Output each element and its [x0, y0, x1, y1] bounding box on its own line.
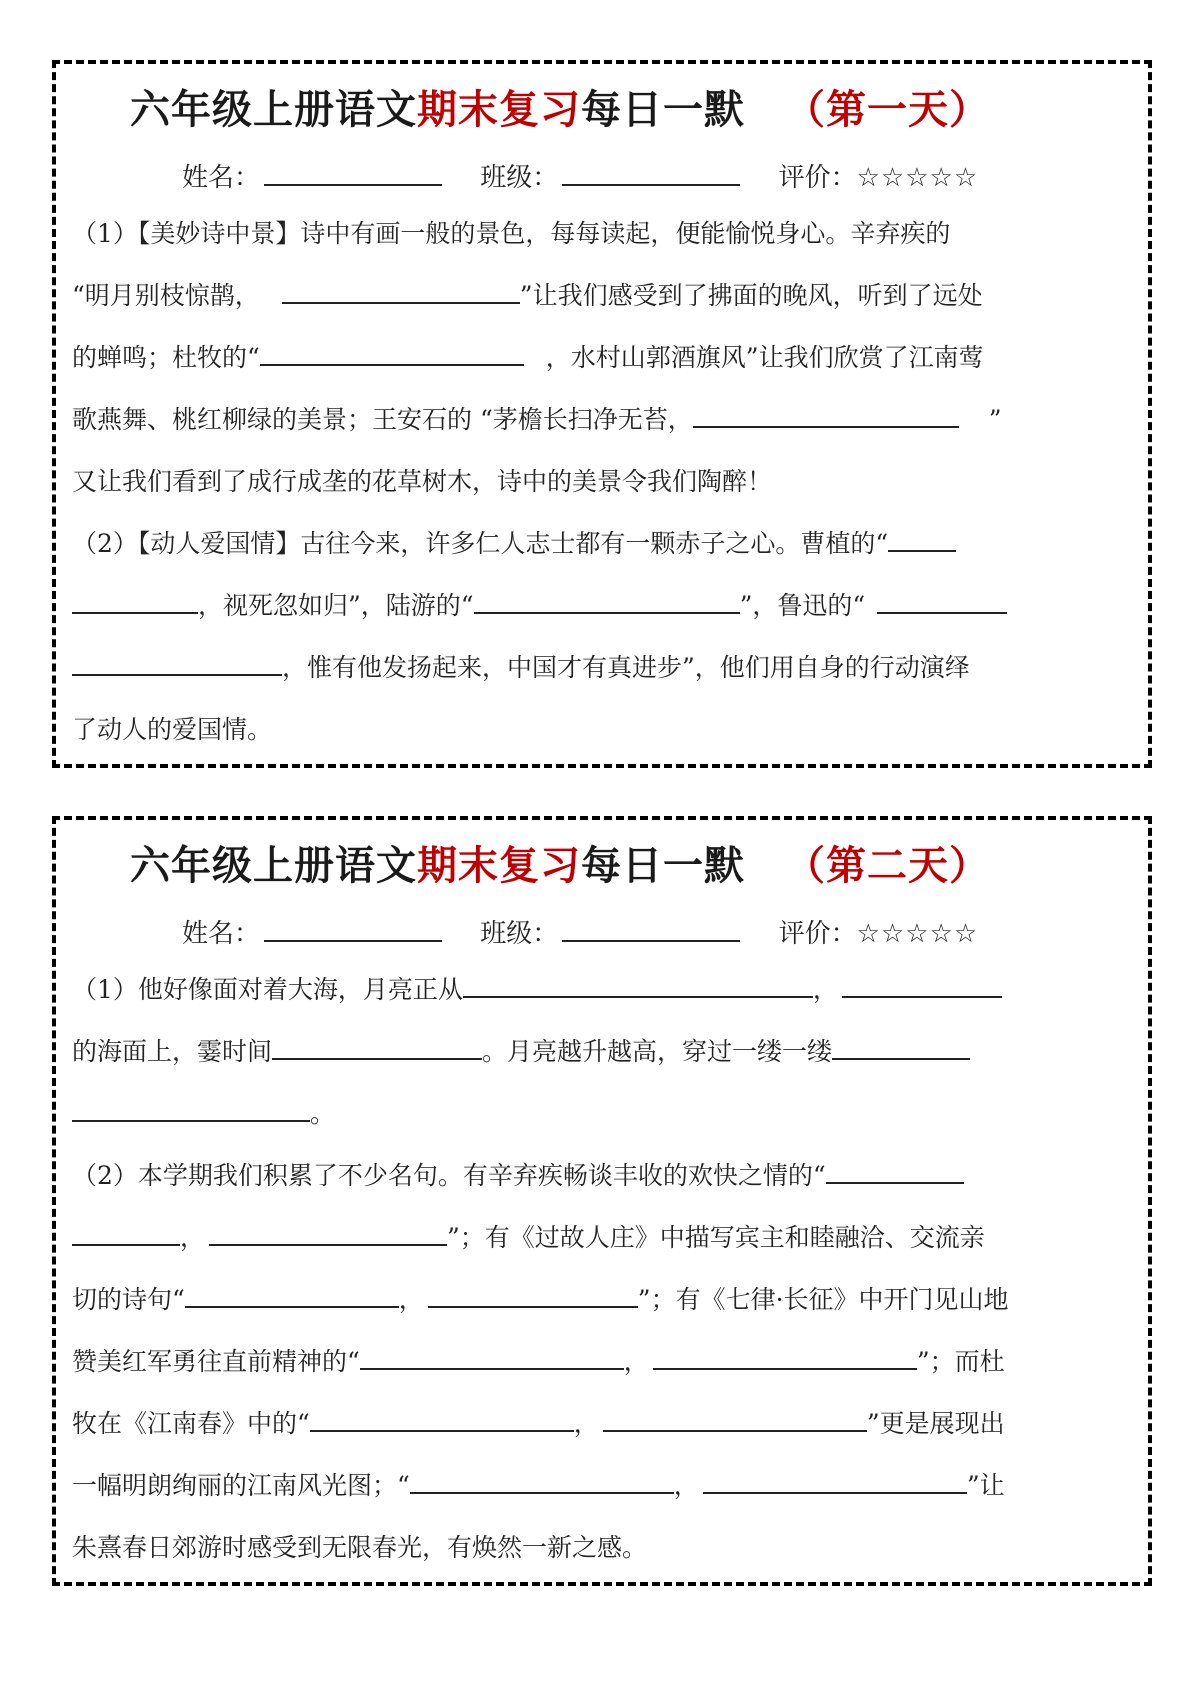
rating-stars-icon[interactable]: ☆☆☆☆☆ [856, 163, 979, 193]
day-label: （第一天） [785, 87, 990, 133]
fill-blank[interactable] [888, 530, 956, 552]
fill-blank[interactable] [463, 976, 813, 998]
name-label: 姓名： [182, 919, 261, 949]
question-1 [72, 959, 1118, 1145]
text-line: 切的诗句“ ， ”；有《七律·长征》中开门见山地 [72, 1285, 1009, 1314]
title-highlight: 期末复习 [417, 87, 581, 133]
text-line: “明月别枝惊鹊， ”让我们感受到了拂面的晚风，听到了远处 [72, 281, 983, 310]
rating-label: 评价： [778, 919, 857, 949]
fill-blank[interactable] [72, 1100, 310, 1122]
text-line: 一幅明朗绚丽的江南风光图；“ ， ”让 [72, 1471, 1005, 1500]
fill-blank[interactable] [185, 1286, 399, 1308]
fill-blank[interactable] [209, 1224, 447, 1246]
worksheet-title [72, 86, 1118, 134]
student-info-row [72, 162, 1118, 193]
name-blank[interactable] [264, 918, 442, 942]
fill-blank[interactable] [703, 1472, 967, 1494]
class-blank[interactable] [562, 918, 740, 942]
day-label: （第二天） [785, 843, 990, 889]
fill-blank[interactable] [72, 1224, 180, 1246]
text-line: 的海面上，霎时间 。月亮越升越高，穿过一缕一缕 [72, 1021, 1118, 1083]
fill-blank[interactable] [826, 1162, 964, 1184]
fill-blank[interactable] [693, 406, 959, 428]
title-suffix: 每日一默 [581, 843, 745, 889]
student-info-row [72, 918, 1118, 949]
fill-blank[interactable] [410, 1472, 674, 1494]
text-line: 朱熹春日郊游时感受到无限春光，有焕然一新之感。 [72, 1533, 648, 1562]
text-line: （2）【动人爱国情】古往今来，许多仁人志士都有一颗赤子之心。曹植的“ [72, 513, 1118, 575]
text-line: 歌燕舞、桃红柳绿的美景；王安石的 “茅檐长扫净无苔， ” [72, 405, 1002, 434]
text-line: 牧在《江南春》中的“ ， ”更是展现出 [72, 1409, 1005, 1438]
class-blank[interactable] [562, 162, 740, 186]
fill-blank[interactable] [72, 592, 198, 614]
title-suffix: 每日一默 [581, 87, 745, 133]
class-label: 班级： [480, 919, 559, 949]
fill-blank[interactable] [272, 1038, 482, 1060]
text-line: （1）【美妙诗中景】诗中有画一般的景色，每每读起，便能愉悦身心。辛弃疾的 [72, 219, 951, 248]
text-line: （1）他好像面对着大海，月亮正从 ， [72, 959, 1118, 1021]
text-line: 的蝉鸣；杜牧的“ ，水村山郭酒旗风”让我们欣赏了江南莺 [72, 343, 984, 372]
fill-blank[interactable] [260, 344, 524, 366]
title-highlight: 期末复习 [417, 843, 581, 889]
question-2 [72, 1145, 1118, 1579]
fill-blank[interactable] [282, 282, 520, 304]
worksheet-day-2 [52, 816, 1152, 1586]
fill-blank[interactable] [474, 592, 740, 614]
rating-label: 评价： [778, 163, 857, 193]
text-line: ， ”；有《过故人庄》中描写宾主和睦融洽、交流亲 [72, 1207, 1118, 1269]
fill-blank[interactable] [310, 1410, 574, 1432]
worksheet-day-1 [52, 60, 1152, 768]
text-line: 又让我们看到了成行成垄的花草树木，诗中的美景令我们陶醉！ [72, 467, 773, 496]
fill-blank[interactable] [360, 1348, 624, 1370]
fill-blank[interactable] [603, 1410, 867, 1432]
title-prefix: 六年级上册语文 [130, 843, 417, 889]
worksheet-title [72, 842, 1118, 890]
text-line: ，惟有他发扬起来，中国才有真进步”，他们用自身的行动演绎 [72, 637, 1118, 699]
question-2 [72, 513, 1118, 761]
fill-blank[interactable] [653, 1348, 917, 1370]
text-line: （2）本学期我们积累了不少名句。有辛弃疾畅谈丰收的欢快之情的“ [72, 1145, 1118, 1207]
text-line: 。 [72, 1083, 1118, 1145]
fill-blank[interactable] [842, 976, 1002, 998]
name-label: 姓名： [182, 163, 261, 193]
text-line: 赞美红军勇往直前精神的“ ， ”；而杜 [72, 1347, 1005, 1376]
title-prefix: 六年级上册语文 [130, 87, 417, 133]
name-blank[interactable] [264, 162, 442, 186]
fill-blank[interactable] [428, 1286, 638, 1308]
rating-stars-icon[interactable]: ☆☆☆☆☆ [856, 919, 979, 949]
fill-blank[interactable] [877, 592, 1007, 614]
text-line: 了动人的爱国情。 [72, 715, 273, 744]
fill-blank[interactable] [832, 1038, 970, 1060]
class-label: 班级： [480, 163, 559, 193]
question-1 [72, 203, 1118, 513]
text-line: ，视死忽如归”，陆游的“ ”，鲁迅的“ [72, 575, 1118, 637]
fill-blank[interactable] [72, 654, 282, 676]
